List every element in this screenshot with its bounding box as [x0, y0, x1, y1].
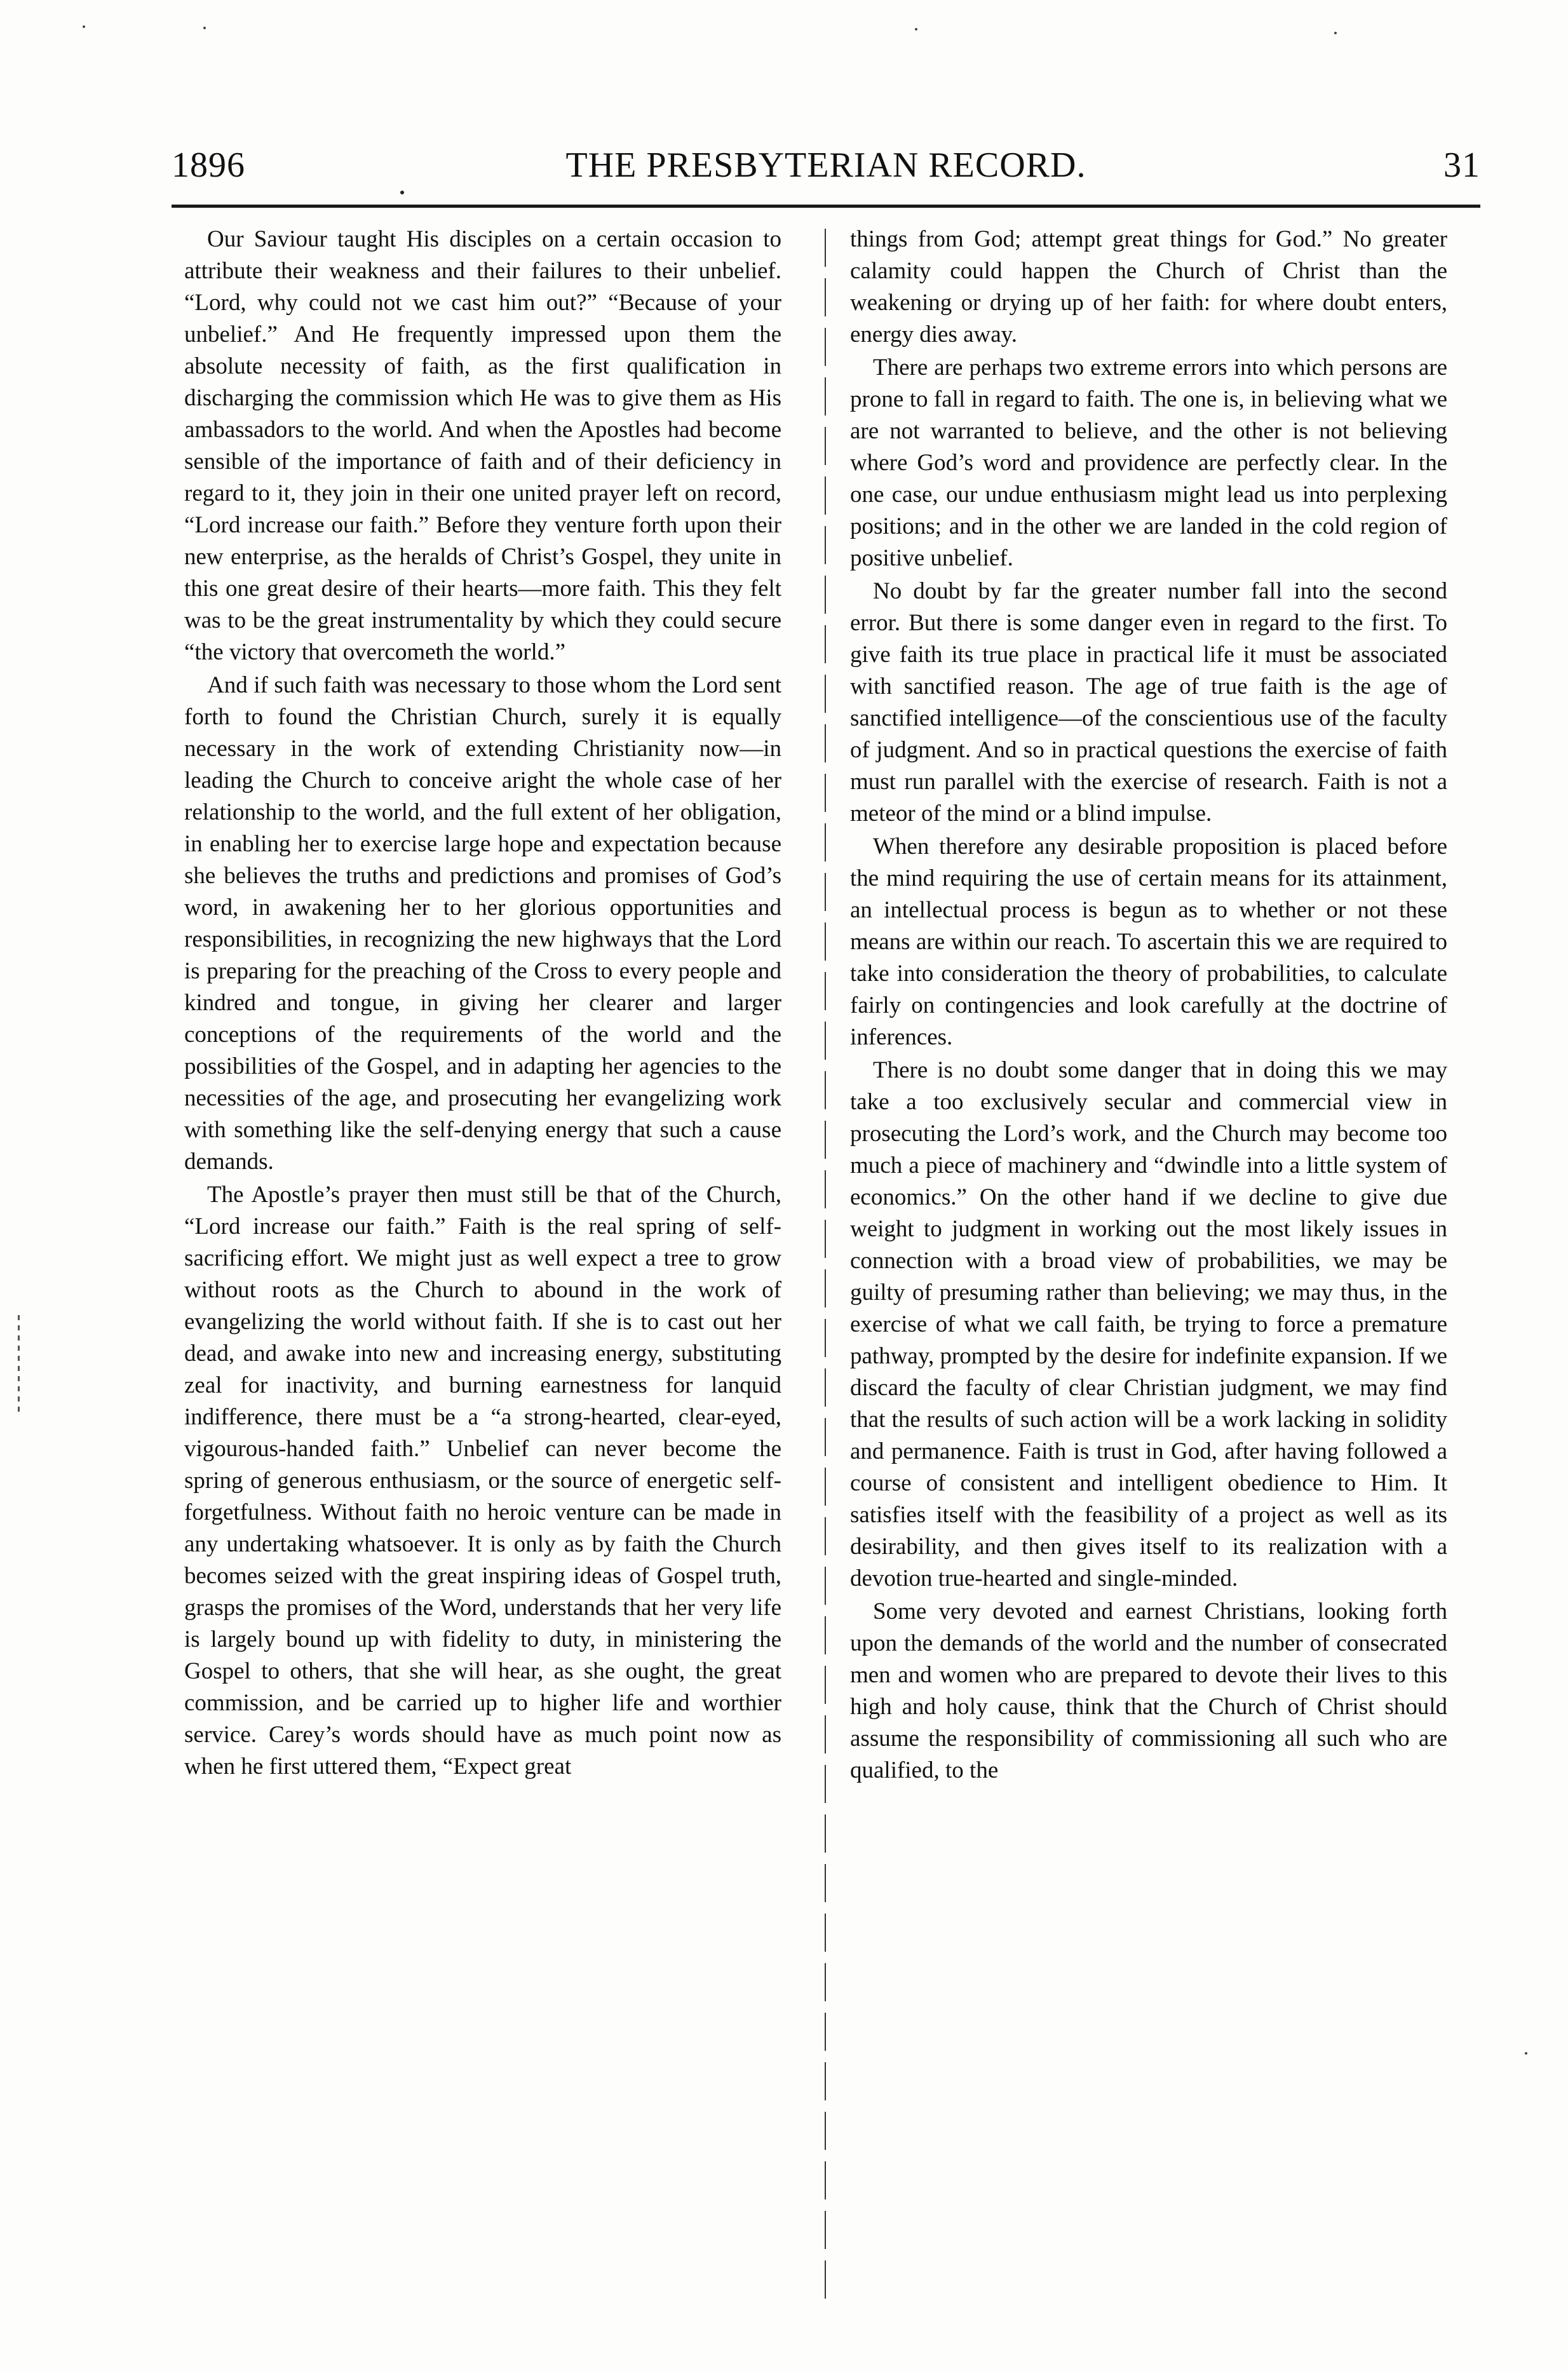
- margin-mark: [18, 1315, 20, 1417]
- right-paragraph-4: When therefore any desirable proposition is placed before the mind requiring the use of certain means for its attainment, an intellectual process is begun as to whether or not these means are within our reach. To ascertain this we are required to take into consideration the theory of probabilities, to calculate fairly on contingencies and look carefully at the doctrine of inferences.: [850, 834, 1447, 1050]
- column-divider: [825, 229, 826, 2306]
- right-paragraph-5: There is no doubt some danger that in doing this we may take a too exclusively secular and commercial view in prosecuting the Lord’s work, and the Church may become too much a piece of machinery and “dwindle into a little system of economics.” On the other hand if we decline to give due weight to judgment in working out the most likely issues in connection with a broad view of probabilities, we may be guilty of presuming rather than believing; we may thus, in the exercise of what we call faith, be trying to force a premature pathway, prompted by the desire for indefinite expansion. If we discard the faculty of clear Christian judgment, we may find that the results of such action will be a work lacking in solidity and permanence. Faith is trust in God, after having followed a course of consistent and intelligent obedience to Him. It satisfies itself with the feasibility of a project as well as its desirability, and then gives itself to its realization with a devotion true-hearted and single-minded.: [850, 1057, 1447, 1591]
- left-paragraph-3: The Apostle’s prayer then must still be that of the Church, “Lord increase our faith.” Faith is the real spring of self-sacrificing effort. We might just as well expect a tree to grow without roots as the Church to abound in the work of evangelizing the world without faith. If she is to cast out her dead, and awake into new and increasing energy, substituting zeal for inactivity, and burning earnestness for lanquid indifference, there must be a “a strong-hearted, clear-eyed, vigourous-handed faith.” Unbelief can never become the spring of generous enthusiasm, or the source of energetic self-forgetfulness. Without faith no heroic venture can be made in any undertaking whatsoever. It is only as by faith the Church becomes seized with the great inspiring ideas of Gospel truth, grasps the promises of the Word, understands that her very life is largely bound up with fidelity to duty, in ministering the Gospel to others, that she will hear, as she ought, the great commission, and be carried up to higher life and worthier service. Carey’s words should have as much point now as when he first uttered them, “Expect great: [184, 1182, 781, 1780]
- right-paragraph-6: Some very devoted and earnest Christians, looking forth upon the demands of the world and the number of consecrated men and women who are prepared to devote their lives to this high and holy cause, think that the Church of Christ should assume the responsibility of commissioning all such who are qualified, to the: [850, 1598, 1447, 1783]
- print-speck: [203, 27, 206, 29]
- right-paragraph-3: No doubt by far the greater number fall into the second error. But there is some danger even in regard to the first. To give faith its true place in practical life it must be associated with sanctified reason. The age of true faith is the age of sanctified intelligence—of the conscientious use of the faculty of judgment. And so in practical questions the exercise of faith must run parallel with the exercise of research. Faith is not a meteor of the mind or a blind impulse.: [850, 578, 1447, 827]
- right-paragraph-1: things from God; attempt great things for God.” No greater calamity could happen the Church of Christ than the weakening or drying up of her faith: for where doubt enters, energy dies away.: [850, 226, 1447, 348]
- right-paragraph-2: There are perhaps two extreme errors into which persons are prone to fall in regard to faith. The one is, in believing what we are not warranted to believe, and the other is not believing where God’s word and providence are perfectly clear. In the one case, our undue enthusiasm might lead us into perplexing positions; and in the other we are landed in the cold region of positive unbelief.: [850, 355, 1447, 571]
- print-speck: [915, 28, 917, 30]
- left-column: [184, 224, 781, 2320]
- left-paragraph-1: Our Saviour taught His disciples on a certain occasion to attribute their weakness and their failures to their unbelief. “Lord, why could not we cast him out?” “Because of your unbelief.” And He frequently impressed upon them the absolute necessity of faith, as the first qualification in discharging the commission which He was to give them as His ambassadors to the world. And when the Apostles had become sensible of the importance of faith and of their deficiency in regard to it, they join in their one united prayer left on record, “Lord increase our faith.” Before they venture forth upon their new enterprise, as the heralds of Christ’s Gospel, they unite in this one great desire of their hearts—more faith. This they felt was to be the great instrumentality by which they could secure “the victory that overcometh the world.”: [184, 226, 781, 665]
- print-speck: [1525, 2052, 1527, 2055]
- page-header: [172, 145, 1480, 202]
- header-rule: [172, 205, 1480, 208]
- header-page-number: 31: [1443, 145, 1480, 185]
- right-column: [850, 224, 1447, 2320]
- header-title: THE PRESBYTERIAN RECORD.: [565, 145, 1086, 185]
- left-paragraph-2: And if such faith was necessary to those whom the Lord sent forth to found the Christian Church, surely it is equally necessary in the work of extending Christianity now—in leading the Church to conceive aright the whole case of her relationship to the world, and the full extent of her obligation, in enabling her to exercise large hope and expectation because she believes the truths and predictions and promises of God’s word, in awakening her to her glorious opportunities and responsibilities, in recognizing the new highways that the Lord is preparing for the preaching of the Cross to every people and kindred and tongue, in giving her clearer and larger conceptions of the requirements of the world and the possibilities of the Gospel, and in adapting her agencies to the necessities of the age, and prosecuting her evangelizing work with something like the self-denying energy that such a cause demands.: [184, 672, 781, 1175]
- print-speck: [1334, 32, 1337, 34]
- print-speck: [83, 25, 85, 28]
- header-year: 1896: [172, 145, 245, 185]
- header-dot: [400, 191, 404, 194]
